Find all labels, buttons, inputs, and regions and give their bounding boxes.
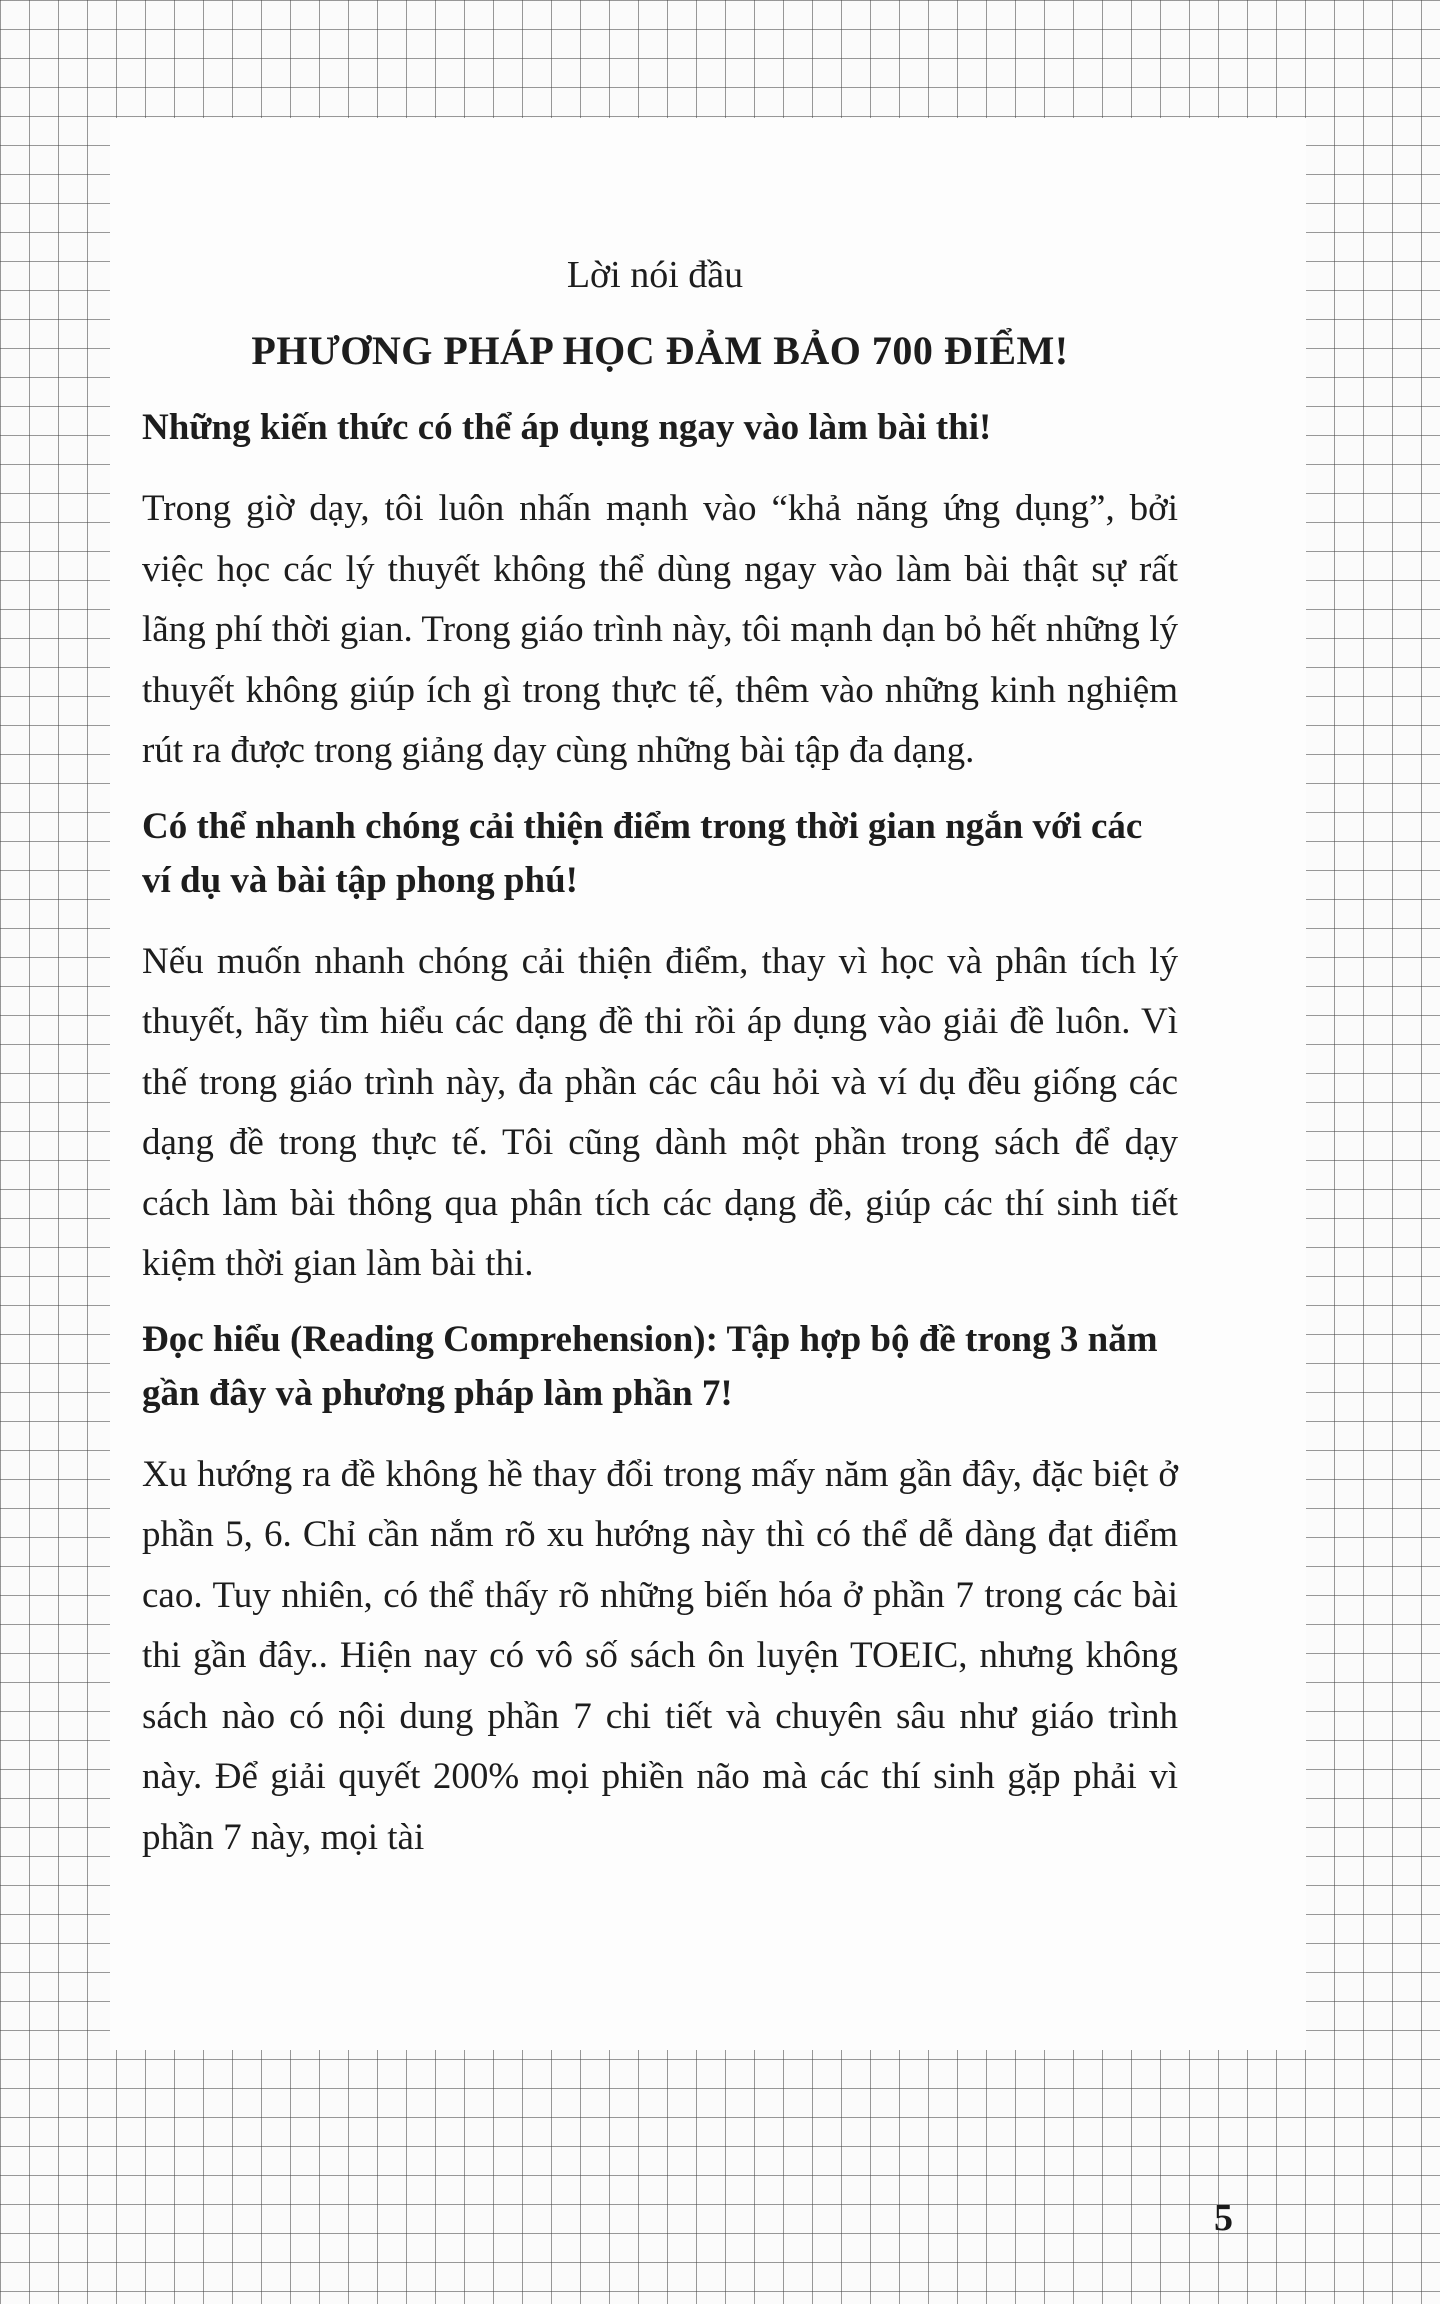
main-title: PHƯƠNG PHÁP HỌC ĐẢM BẢO 700 ĐIỂM! — [251, 328, 1069, 373]
page-number: 5 — [1214, 2197, 1233, 2239]
page-content — [142, 245, 1178, 1868]
section-heading: Những kiến thức có thể áp dụng ngay vào làm bài thi! — [142, 407, 992, 448]
section-paragraph: Xu hướng ra đề không hề thay đổi trong mấy năm gần đây, đặc biệt ở phần 5, 6. Chỉ cần nắm rõ xu hướng này thì có thể dễ dàng đạt điểm cao. Tuy nhiên, có thể thấy rõ những biến hóa ở phần 7 trong các bài thi gần đây.. Hiện nay có vô số sách ôn luyện TOEIC, nhưng không sách nào có nội dung phần 7 chi tiết và chuyên sâu như giáo trình này. Để giải quyết 200% mọi phiền não mà các thí sinh gặp phải vì phần 7 này, mọi tài — [142, 1453, 1178, 1858]
preface-label: Lời nói đầu — [566, 254, 744, 296]
section-heading: Có thể nhanh chóng cải thiện điểm trong thời gian ngắn với các ví dụ và bài tập phong phú! — [142, 805, 1143, 901]
section-paragraph: Trong giờ dạy, tôi luôn nhấn mạnh vào “khả năng ứng dụng”, bởi việc học các lý thuyết không thể dùng ngay vào làm bài thật sự rất lãng phí thời gian. Trong giáo trình này, tôi mạnh dạn bỏ hết những lý thuyết không giúp ích gì trong thực tế, thêm vào những kinh nghiệm rút ra được trong giảng dạy cùng những bài tập đa dạng. — [142, 488, 1178, 771]
section-heading: Đọc hiểu (Reading Comprehension): Tập hợp bộ đề trong 3 năm gần đây và phương pháp làm phần 7! — [142, 1318, 1158, 1414]
section-paragraph: Nếu muốn nhanh chóng cải thiện điểm, thay vì học và phân tích lý thuyết, hãy tìm hiểu các dạng đề thi rồi áp dụng vào giải đề luôn. Vì thế trong giáo trình này, đa phần các câu hỏi và ví dụ đều giống các dạng đề trong thực tế. Tôi cũng dành một phần trong sách để dạy cách làm bài thông qua phân tích các dạng đề, giúp các thí sinh tiết kiệm thời gian làm bài thi. — [142, 940, 1178, 1284]
